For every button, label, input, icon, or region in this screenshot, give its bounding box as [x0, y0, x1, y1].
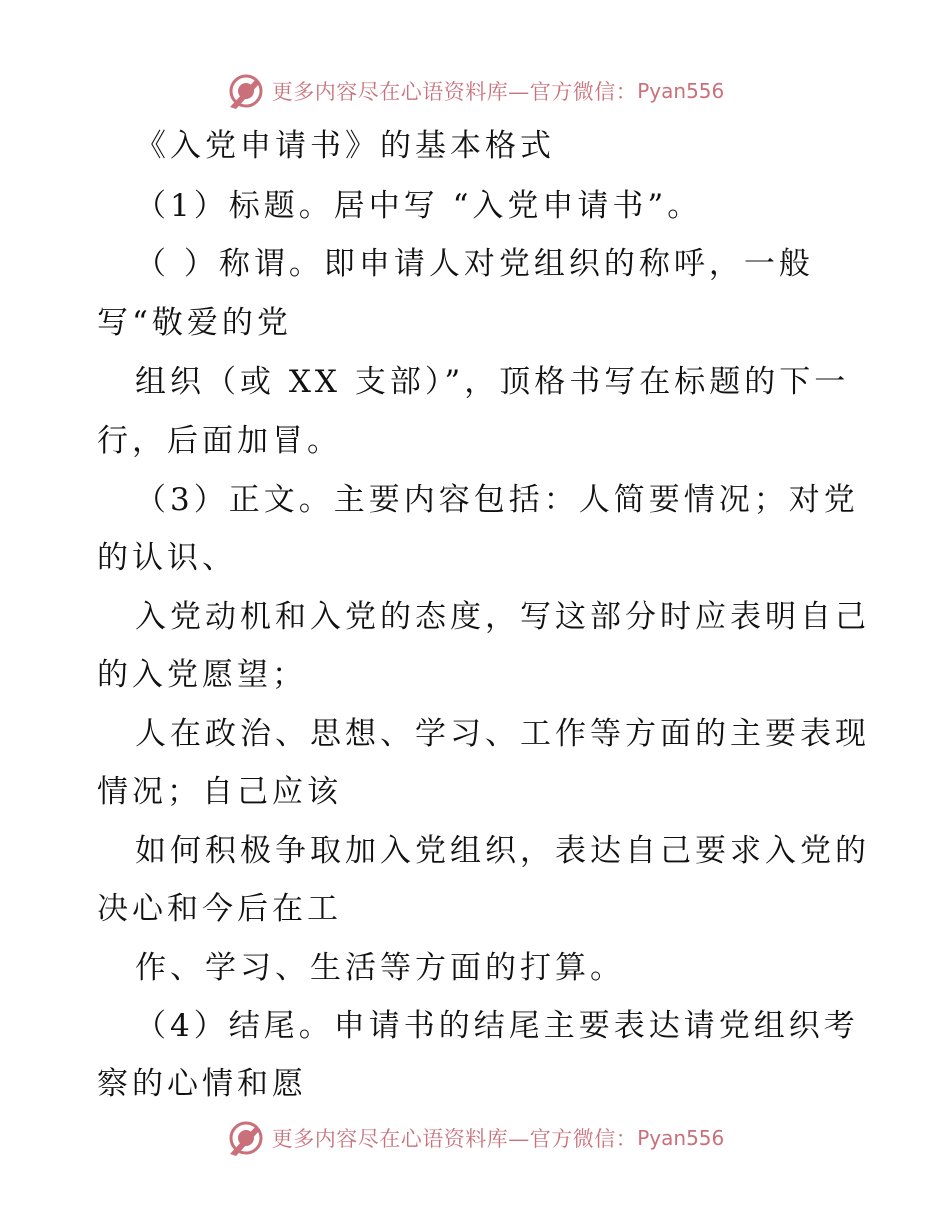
text-line-1: 《入党申请书》的基本格式 — [135, 128, 555, 164]
text-line-15: 作、学习、生活等方面的打算。 — [135, 950, 625, 986]
text-line-11: 人在政治、思想、学习、工作等方面的主要表现 — [135, 716, 870, 752]
text-line-14: 决心和今后在工 — [97, 891, 342, 927]
header-banner — [0, 66, 950, 116]
text-line-4: 写“敬爱的党 — [97, 305, 292, 341]
pen-logo-icon — [226, 71, 266, 111]
banner-text: 更多内容尽在心语资料库—官方微信： — [271, 80, 638, 104]
text-line-2: （1）标题。居中写 “入党申请书”。 — [135, 188, 703, 224]
text-line-13: 如何积极争取加入党组织，表达自己要求入党的 — [135, 833, 870, 869]
pen-logo-icon — [226, 1118, 266, 1158]
text-line-5: 组织（或 XX 支部）”，顶格书写在标题的下一 — [135, 364, 850, 400]
text-line-7: （3）正文。主要内容包括：人简要情况；对党 — [135, 482, 859, 518]
footer-banner — [0, 1113, 950, 1163]
text-line-8: 的认识、 — [97, 540, 237, 576]
banner-wechat-id: Pyan556 — [637, 79, 725, 103]
text-line-10: 的入党愿望； — [97, 657, 307, 693]
text-line-17: 察的心情和愿 — [97, 1066, 307, 1102]
banner-wechat-id: Pyan556 — [637, 1126, 725, 1150]
text-line-3: （ ）称谓。即申请人对党组织的称呼，一般 — [135, 246, 814, 282]
banner-text: 更多内容尽在心语资料库—官方微信： — [271, 1127, 638, 1151]
text-line-9: 入党动机和入党的态度，写这部分时应表明自己 — [135, 599, 870, 635]
text-line-12: 情况；自己应该 — [97, 774, 342, 810]
text-line-6: 行，后面加冒。 — [97, 423, 342, 459]
text-line-16: （4）结尾。申请书的结尾主要表达请党组织考 — [135, 1008, 859, 1044]
